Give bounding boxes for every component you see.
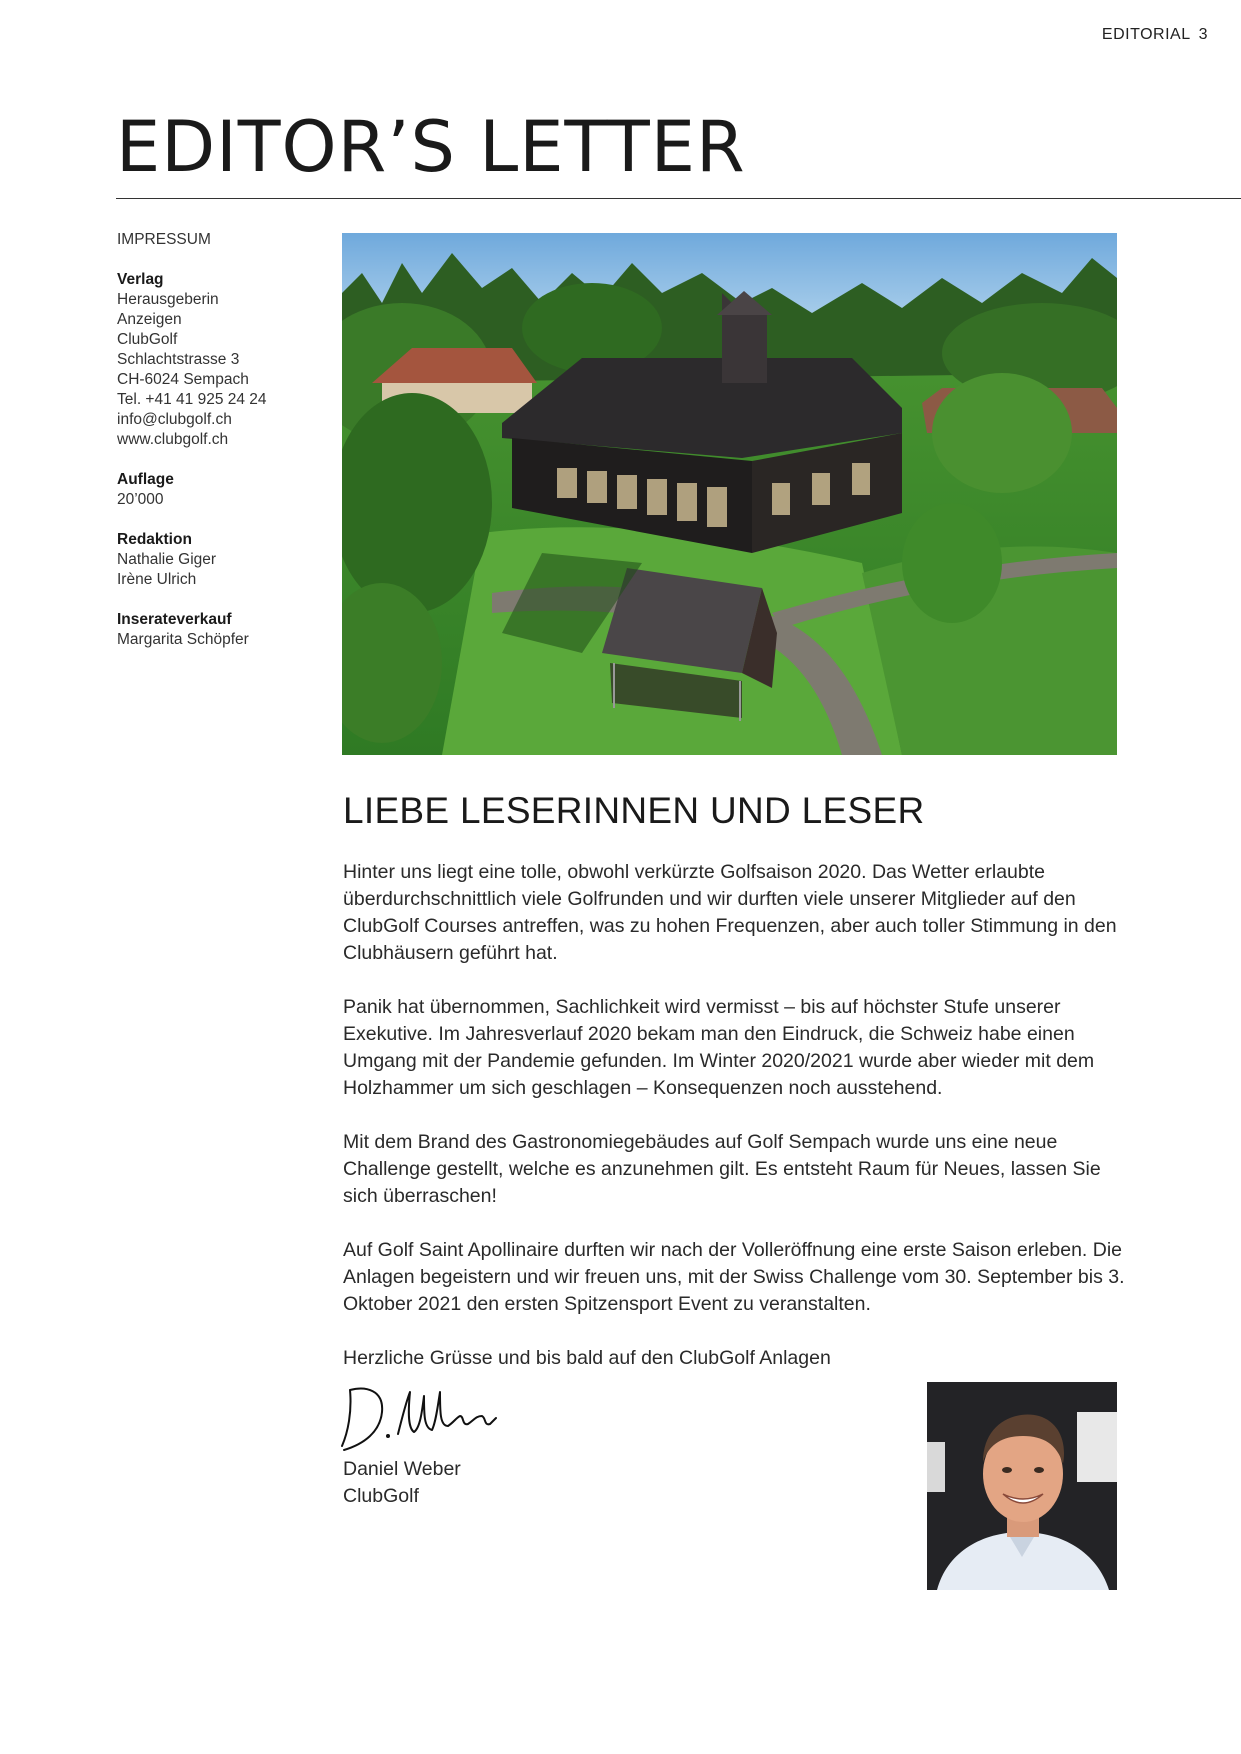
author-block xyxy=(343,1456,461,1510)
impressum-auflage xyxy=(117,470,317,510)
page-title: EDITOR’S LETTER xyxy=(116,106,746,188)
clubhouse-photo xyxy=(342,233,1117,755)
impressum-phone: Tel. +41 41 925 24 24 xyxy=(117,391,267,408)
author-organization: ClubGolf xyxy=(343,1485,419,1507)
impressum-label: Inserateverkauf xyxy=(117,611,232,628)
impressum-line: Nathalie Giger xyxy=(117,551,217,568)
impressum-verlag xyxy=(117,270,317,450)
article-paragraph: Mit dem Brand des Gastronomiegebäudes auf Golf Sempach wurde uns eine neue Challenge gestellt, welche es anzunehmen gilt. Es entsteht Raum für Neues, lassen Sie sich überraschen! xyxy=(343,1130,1101,1207)
impressum-website: www.clubgolf.ch xyxy=(117,431,229,448)
impressum-inserateverkauf xyxy=(117,610,317,650)
impressum-label: Verlag xyxy=(117,271,164,288)
impressum-line: CH-6024 Sempach xyxy=(117,371,249,388)
closing-greeting: Herzliche Grüsse und bis bald auf den ClubGolf Anlagen xyxy=(343,1346,831,1369)
impressum-line: 20’000 xyxy=(117,491,164,508)
impressum-line: ClubGolf xyxy=(117,331,178,348)
impressum-column xyxy=(117,230,317,670)
title-divider xyxy=(116,198,1241,199)
article-paragraph: Panik hat übernommen, Sachlichkeit wird vermisst – bis auf höchster Stufe unserer Exekutive. Im Jahresverlauf 2020 bekam man den Eindruck, die Schweiz habe einen Umgang mit der Pandemie gefunden. Im Winter 2020/2021 wurde aber wieder mit dem Holzhammer um sich geschlagen – Konsequenzen noch ausstehend. xyxy=(343,995,1095,1099)
running-head xyxy=(1102,26,1208,44)
impressum-heading: IMPRESSUM xyxy=(117,231,211,248)
author-name: Daniel Weber xyxy=(343,1458,461,1480)
section-label: EDITORIAL xyxy=(1101,26,1191,43)
article-heading: LIEBE LESERINNEN UND LESER xyxy=(343,790,925,831)
impressum-line: Herausgeberin xyxy=(117,291,219,308)
impressum-label: Auflage xyxy=(117,471,174,488)
article-paragraph: Auf Golf Saint Apollinaire durften wir nach der Volleröffnung eine erste Saison erleben. Die Anlagen begeistern und wir freuen uns, mit der Swiss Challenge vom 30. September bis 3. Oktober 2021 den ersten Spitzensport Event zu veranstalten. xyxy=(343,1238,1125,1315)
handwritten-signature xyxy=(336,1382,516,1457)
page-number: 3 xyxy=(1198,26,1208,43)
impressum-line: Margarita Schöpfer xyxy=(117,631,249,648)
impressum-redaktion xyxy=(117,530,317,590)
impressum-label: Redaktion xyxy=(117,531,192,548)
article xyxy=(343,790,1133,1372)
article-paragraph: Hinter uns liegt eine tolle, obwohl verkürzte Golfsaison 2020. Das Wetter erlaubte überdurchschnittlich viele Golfrunden und wir durften viele unserer Mitglieder auf den ClubGolf Courses antreffen, was zu hohen Frequenzen, aber auch toller Stimmung in den Clubhäusern geführt hat. xyxy=(343,860,1117,964)
author-portrait-photo xyxy=(927,1382,1117,1590)
impressum-email: info@clubgolf.ch xyxy=(117,411,232,428)
impressum-line: Schlachtstrasse 3 xyxy=(117,351,240,368)
impressum-line: Anzeigen xyxy=(117,311,182,328)
impressum-line: Irène Ulrich xyxy=(117,571,197,588)
